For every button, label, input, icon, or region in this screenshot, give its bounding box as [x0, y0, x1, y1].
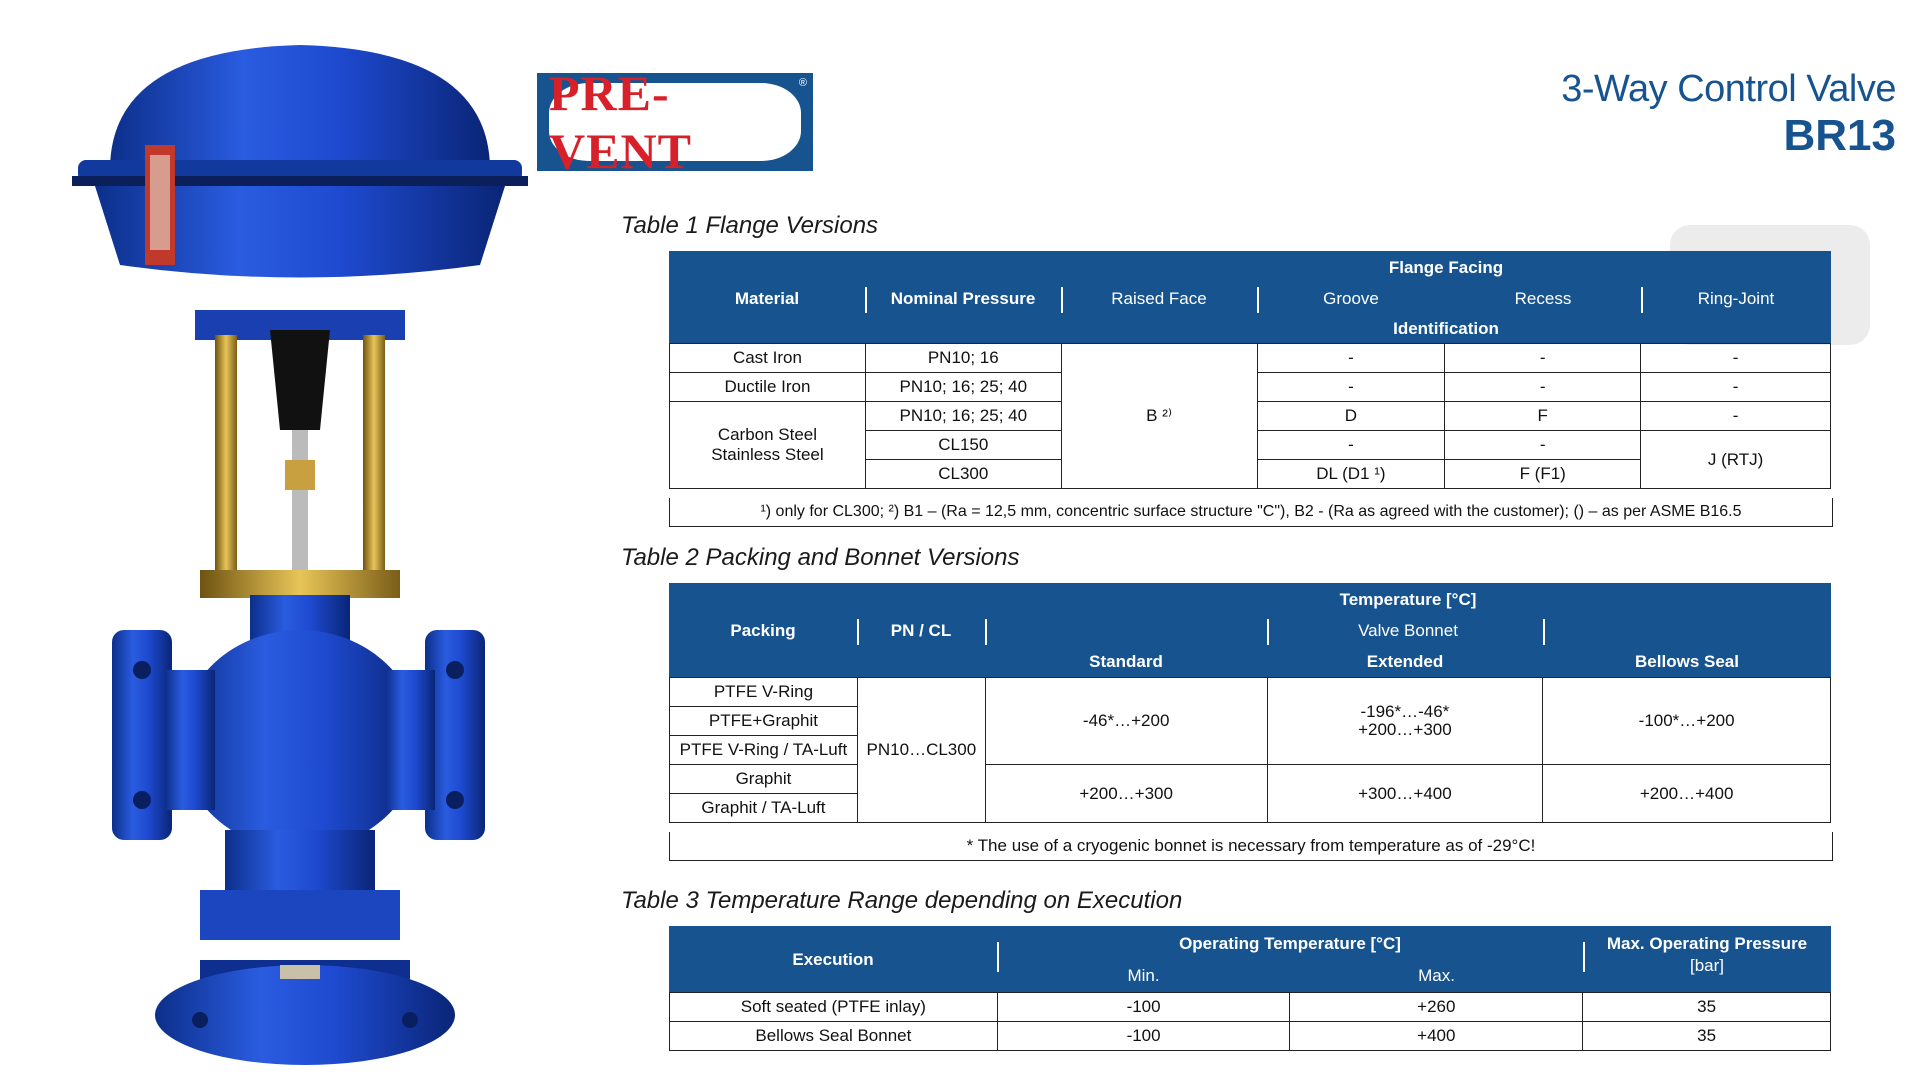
table-row	[670, 1022, 1831, 1051]
table1-flange-versions	[669, 343, 1831, 489]
table-row	[670, 678, 1831, 707]
cell-ring: J (RTJ)	[1641, 431, 1831, 489]
header-raised-face: Raised Face	[1111, 289, 1207, 308]
cell-material: Cast Iron	[670, 344, 866, 373]
product-type: 3-Way Control Valve	[1561, 68, 1896, 110]
header-material: Material	[734, 289, 800, 308]
prevent-logo	[537, 65, 813, 179]
cell-extended: +300…+400	[1267, 765, 1543, 823]
material-carbon-steel: Carbon Steel	[717, 425, 818, 444]
cell-execution: Soft seated (PTFE inlay)	[670, 993, 998, 1022]
cell-packing: PTFE V-Ring	[670, 678, 858, 707]
header-flange-facing: Flange Facing	[1388, 258, 1504, 277]
cell-bellows: -100*…+200	[1543, 678, 1831, 765]
header-identification: Identification	[1393, 319, 1499, 338]
cell-ring: -	[1641, 373, 1831, 402]
cell-pn-range: PN10…CL300	[857, 678, 985, 823]
cell-recess: -	[1445, 344, 1641, 373]
header-pn-cl: PN / CL	[890, 621, 952, 640]
cell-pressure: PN10; 16; 25; 40	[865, 373, 1061, 402]
header-max-pressure-unit: [bar]	[1689, 956, 1725, 975]
cell-groove: D	[1257, 402, 1445, 431]
table2-header	[669, 583, 1831, 677]
table3-caption: Table 3 Temperature Range depending on Execution	[621, 887, 1183, 914]
table1-header	[669, 251, 1831, 343]
table-row	[670, 344, 1831, 373]
header-groove: Groove	[1323, 289, 1379, 308]
header-operating-temperature: Operating Temperature [°C]	[1179, 934, 1401, 953]
cell-packing: Graphit	[670, 765, 858, 794]
header-extended: Extended	[1366, 652, 1444, 671]
cell-min: -100	[997, 993, 1290, 1022]
table-row	[670, 993, 1831, 1022]
header-recess: Recess	[1514, 289, 1572, 308]
product-code: BR13	[1783, 111, 1896, 160]
header-max-pressure: Max. Operating Pressure	[1606, 934, 1808, 953]
cell-groove: DL (D1 ¹)	[1257, 460, 1445, 489]
cell-max: +260	[1290, 993, 1583, 1022]
header-min: Min.	[1127, 966, 1160, 985]
cell-pressure: PN10; 16; 25; 40	[865, 402, 1061, 431]
table2-caption: Table 2 Packing and Bonnet Versions	[621, 544, 1020, 571]
cell-pressure: 35	[1583, 1022, 1831, 1051]
header-packing: Packing	[730, 621, 796, 640]
table2-footnote: * The use of a cryogenic bonnet is necessary from temperature as of -29°C!	[669, 832, 1833, 861]
cell-material: Ductile Iron	[670, 373, 866, 402]
table-row	[670, 765, 1831, 794]
extended-range-low: -196*…-46*	[1360, 702, 1450, 721]
header-ring-joint: Ring-Joint	[1697, 289, 1775, 308]
cell-pressure: PN10; 16	[865, 344, 1061, 373]
cell-standard: +200…+300	[985, 765, 1267, 823]
cell-recess: -	[1445, 373, 1641, 402]
cell-ring: -	[1641, 344, 1831, 373]
registered-mark: ®	[798, 77, 807, 89]
header-execution: Execution	[792, 950, 874, 969]
cell-groove: -	[1257, 344, 1445, 373]
cell-recess: F (F1)	[1445, 460, 1641, 489]
header-valve-bonnet: Valve Bonnet	[1358, 621, 1458, 640]
product-title	[1561, 68, 1896, 161]
cell-max: +400	[1290, 1022, 1583, 1051]
cell-recess: F	[1445, 402, 1641, 431]
table1-caption: Table 1 Flange Versions	[621, 212, 879, 239]
table3-header	[669, 926, 1831, 992]
table3-temperature-range	[669, 992, 1831, 1051]
header-bellows-seal: Bellows Seal	[1635, 652, 1739, 671]
table2-packing-bonnet	[669, 677, 1831, 823]
cell-pressure: CL300	[865, 460, 1061, 489]
cell-material-steel	[670, 402, 866, 489]
header-max: Max.	[1418, 966, 1455, 985]
material-stainless-steel: Stainless Steel	[711, 445, 824, 464]
cell-packing: Graphit / TA-Luft	[670, 794, 858, 823]
table1-footnote: ¹) only for CL300; ²) B1 – (Ra = 12,5 mm, concentric surface structure "C"), B2 - (Ra as agreed with the customer); () – as per ASME B16.5	[669, 498, 1833, 527]
header-standard: Standard	[1089, 652, 1163, 671]
cell-recess: -	[1445, 431, 1641, 460]
cell-groove: -	[1257, 431, 1445, 460]
cell-extended	[1267, 678, 1543, 765]
header-nominal-pressure: Nominal Pressure	[890, 289, 1036, 308]
cell-min: -100	[997, 1022, 1290, 1051]
valve-illustration	[50, 30, 550, 1070]
cell-execution: Bellows Seal Bonnet	[670, 1022, 998, 1051]
cell-bellows: +200…+400	[1543, 765, 1831, 823]
cell-pressure: CL150	[865, 431, 1061, 460]
extended-range-high: +200…+300	[1358, 720, 1452, 739]
header-temperature: Temperature [°C]	[1339, 590, 1477, 609]
cell-pressure: 35	[1583, 993, 1831, 1022]
cell-raised-face: B ²⁾	[1061, 344, 1257, 489]
cell-packing: PTFE+Graphit	[670, 707, 858, 736]
cell-groove: -	[1257, 373, 1445, 402]
logo-name: PRE-VENT	[549, 65, 692, 179]
cell-ring: -	[1641, 402, 1831, 431]
cell-packing: PTFE V-Ring / TA-Luft	[670, 736, 858, 765]
cell-standard: -46*…+200	[985, 678, 1267, 765]
